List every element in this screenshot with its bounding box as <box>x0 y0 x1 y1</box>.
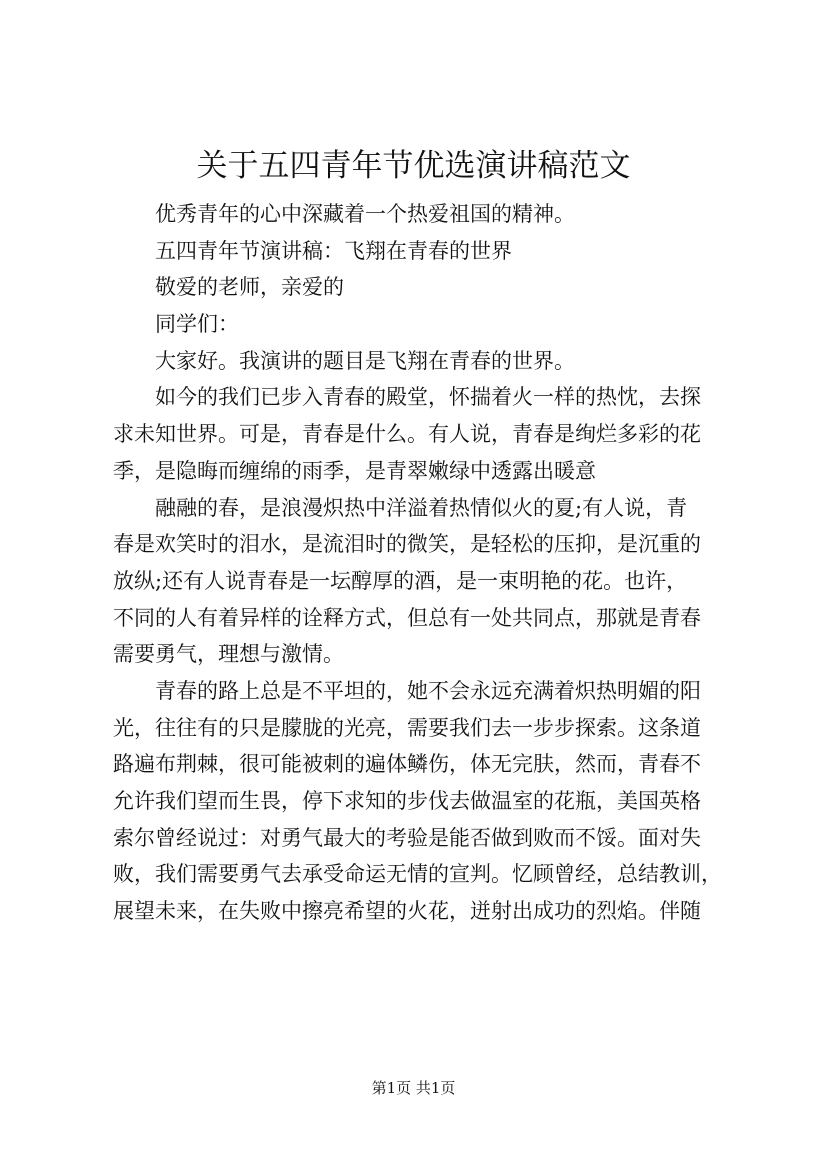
paragraph-line: 同学们： <box>155 312 239 337</box>
document-body <box>113 196 723 930</box>
paragraph-line: 放纵;还有人说青春是一坛醇厚的酒，是一束明艳的花。也许， <box>113 568 688 593</box>
paragraph-line: 不同的人有着异样的诠释方式，但总有一处共同点，那就是青春 <box>113 605 701 630</box>
paragraph-line: 融融的春，是浪漫炽热中洋溢着热情似火的夏;有人说，青 <box>155 495 688 520</box>
paragraph-line: 季，是隐晦而缠绵的雨季，是青翠嫩绿中透露出暖意 <box>113 458 596 483</box>
paragraph-line: 允许我们望而生畏，停下求知的步伐去做温室的花瓶，美国英格 <box>113 789 701 813</box>
paragraph-line: 五四青年节演讲稿：飞翔在青春的世界 <box>155 238 512 263</box>
paragraph-line: 展望未来，在失败中擦亮希望的火花，迸射出成功的烈焰。伴随 <box>113 899 701 924</box>
paragraph-line: 索尔曾经说过：对勇气最大的考验是能否做到败而不馁。面对失 <box>113 825 701 850</box>
paragraph-line: 春是欢笑时的泪水，是流泪时的微笑，是轻松的压抑，是沉重的 <box>113 532 701 557</box>
document-title: 关于五四青年节优选演讲稿范文 <box>196 148 631 184</box>
paragraph-line: 光，往往有的只是朦胧的光亮，需要我们去一步步探索。这条道 <box>113 715 701 740</box>
paragraph-line: 青春的路上总是不平坦的，她不会永远充满着炽热明媚的阳 <box>155 678 701 703</box>
paragraph-line: 敬爱的老师，亲爱的 <box>155 275 344 300</box>
paragraph-line: 大家好。我演讲的题目是飞翔在青春的世界。 <box>155 348 575 373</box>
paragraph-line: 如今的我们已步入青春的殿堂，怀揣着火一样的热忱，去探 <box>155 385 701 410</box>
paragraph-line: 需要勇气，理想与激情。 <box>113 642 344 667</box>
paragraph-line: 求未知世界。可是，青春是什么。有人说，青春是绚烂多彩的花 <box>113 422 701 447</box>
paragraph-line: 路遍布荆棘，很可能被刺的遍体鳞伤，体无完肤，然而，青春不 <box>113 752 701 777</box>
page-footer: 第1页 共1页 <box>371 1079 456 1097</box>
paragraph-line: 败，我们需要勇气去承受命运无情的宣判。忆顾曾经，总结教训， <box>113 862 722 887</box>
paragraph-line: 优秀青年的心中深藏着一个热爱祖国的精神。 <box>155 202 575 226</box>
